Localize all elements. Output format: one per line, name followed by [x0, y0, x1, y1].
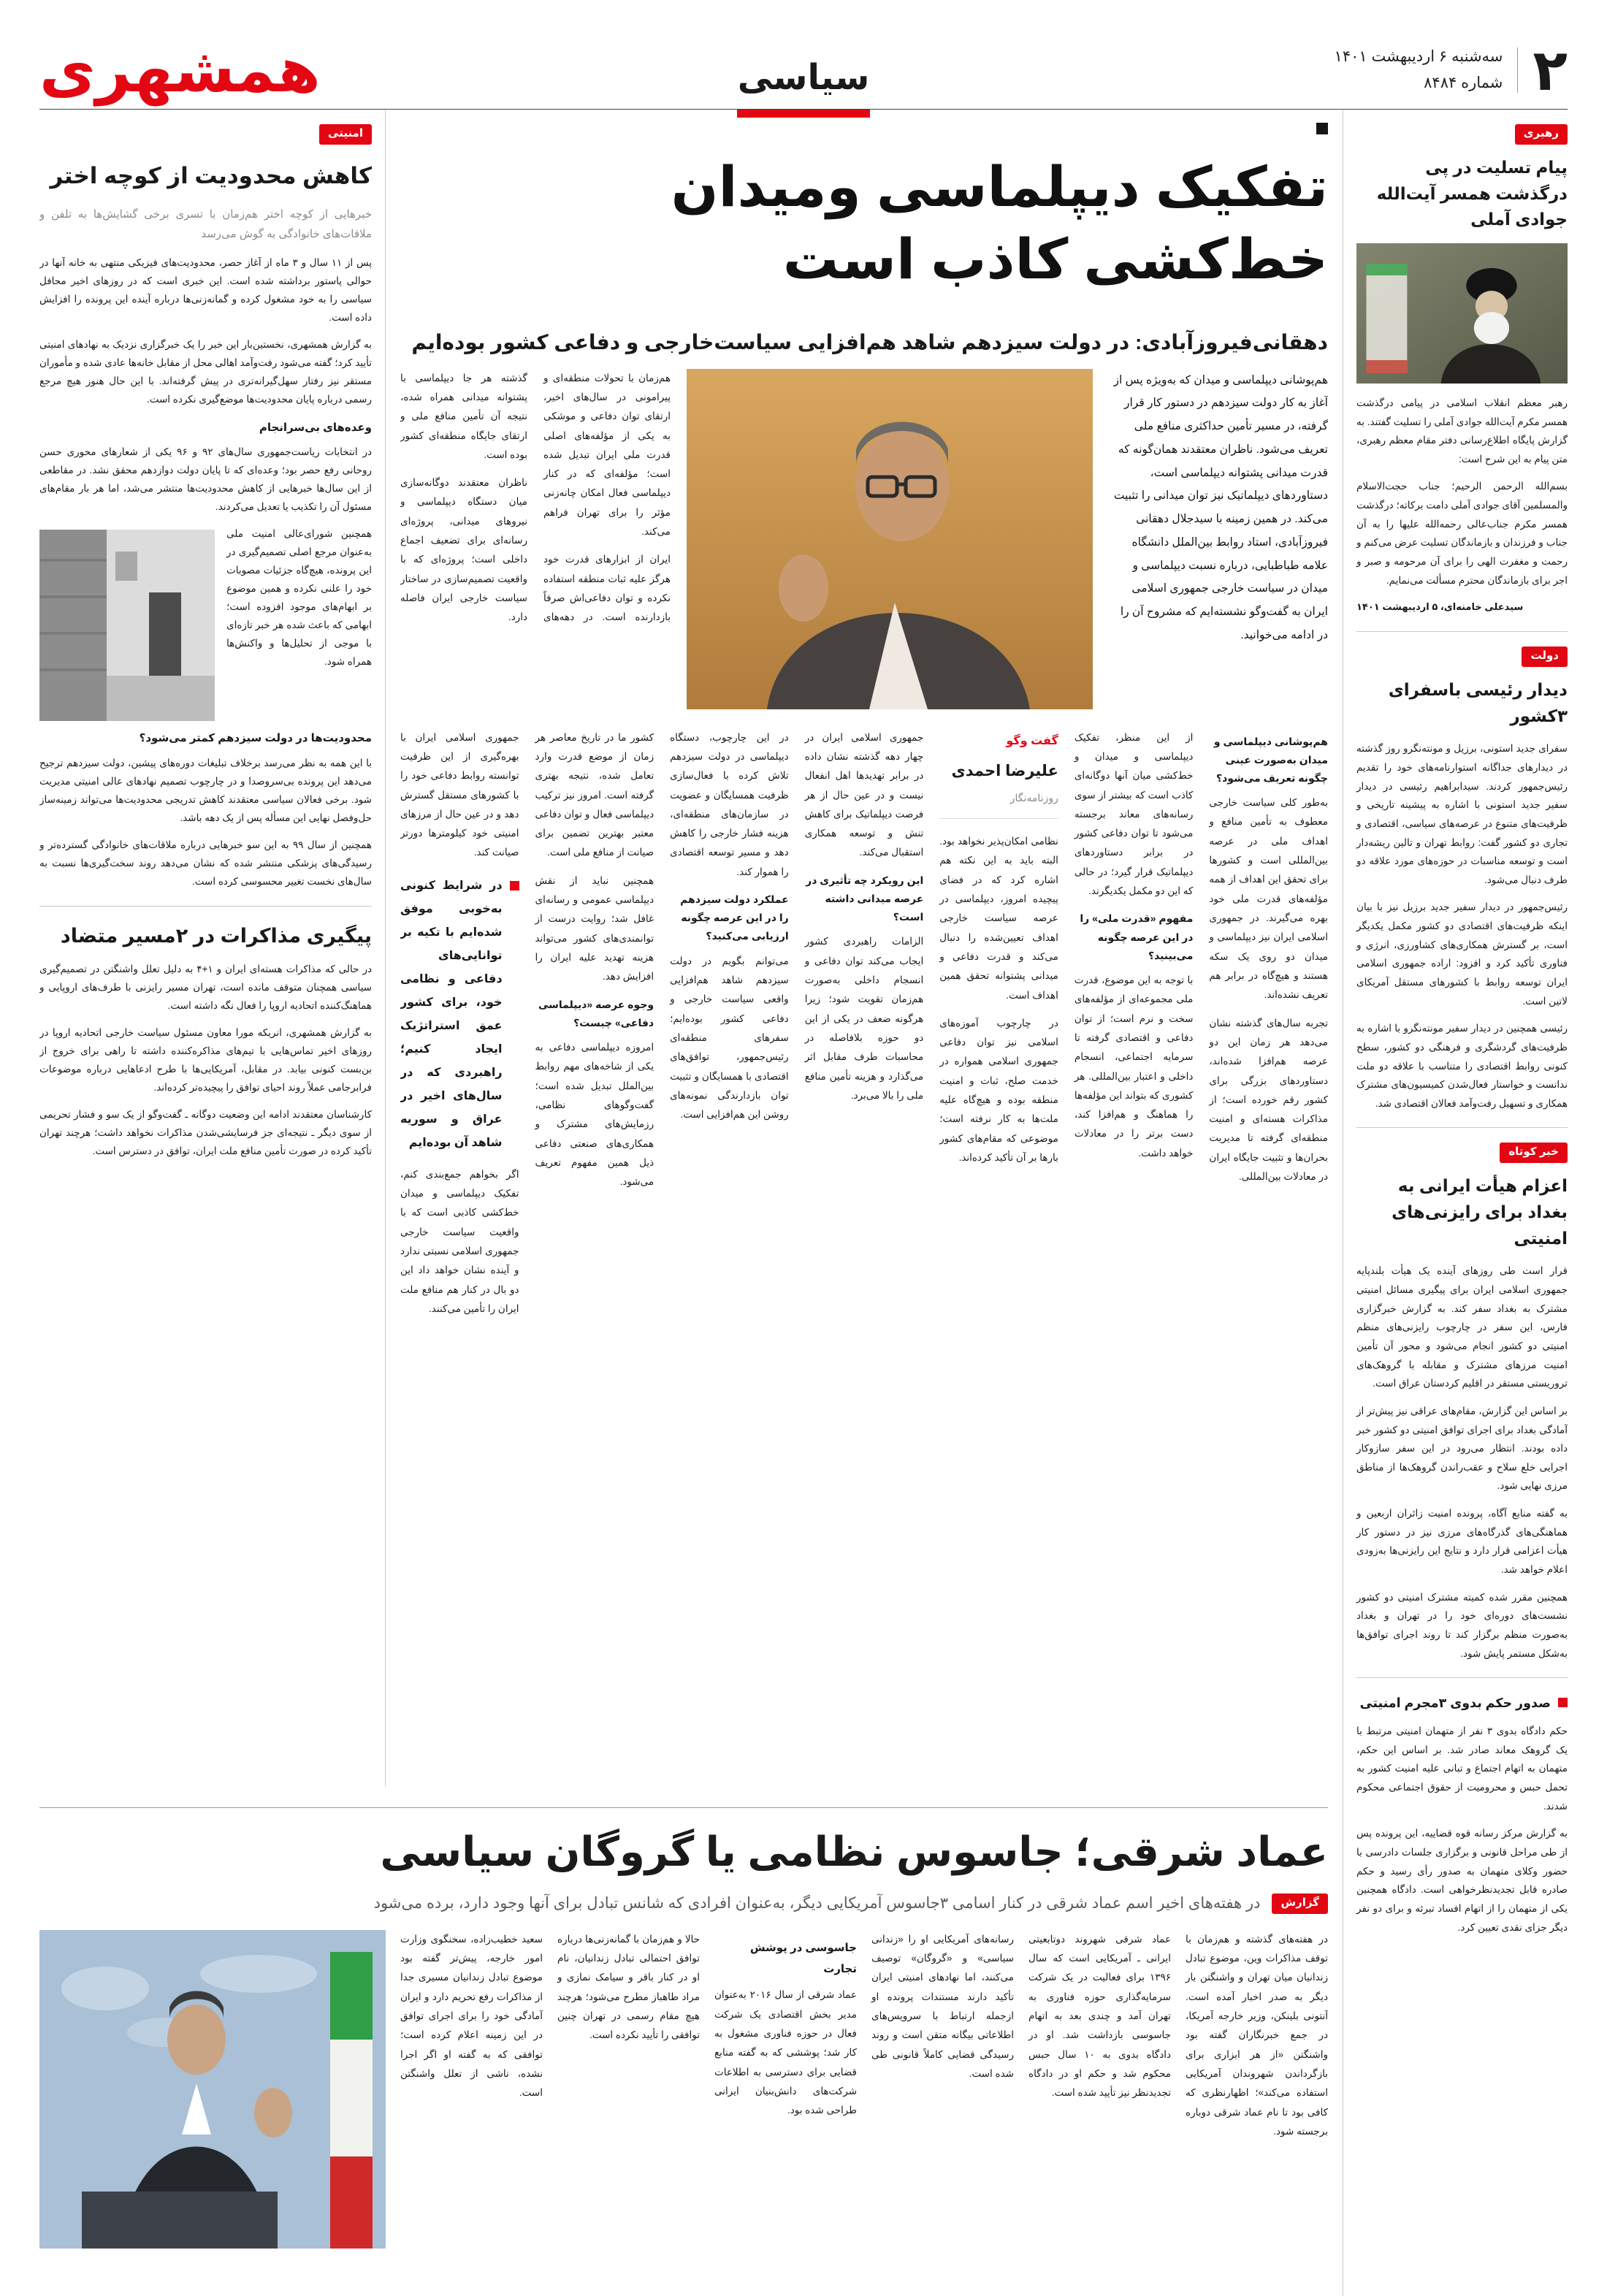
interview-column	[1209, 728, 1328, 1700]
interview-answer	[400, 728, 519, 863]
section-title: سیاسی	[737, 58, 870, 97]
interview-side-columns	[400, 369, 671, 709]
verdict-title-row	[1356, 1693, 1568, 1713]
paragraph: جمهوری اسلامی ایران در چهار دهه گذشته نشان داده در برابر تهدیدها اهل انفعال نیست و در عین حال از هر فرصت دیپلماتیک برای کاهش تنش و توسعه همکاری استقبال می‌کند.	[804, 731, 924, 858]
security-subhead: خبرهایی از کوچه اختر هم‌زمان با تسری برخی گشایش‌ها به تلفن و ملاقات‌های خانوادگی به گوش می‌رسد	[39, 208, 372, 240]
interview-question: عملکرد دولت سیزدهم را در این عرصه چگونه ارزیابی می‌کنید؟	[680, 893, 789, 942]
interview-answer	[1074, 728, 1194, 901]
negotiations-article	[39, 921, 372, 1161]
masthead-issue-block	[1334, 38, 1568, 102]
security-title: کاهش محدودیت از کوچه اختر	[50, 163, 372, 188]
paragraph: در این چارچوب، دستگاه دیپلماسی در دولت سیزدهم تلاش کرده با فعال‌سازی ظرفیت همسایگان و عضویت در سازمان‌های منطقه‌ای، هزینه فشار خارجی را کاهش دهد و مسیر توسعه اقتصادی را هموار کند.	[670, 731, 789, 877]
interview-subhead: دهقانی‌فیروزآبادی: در دولت سیزدهم شاهد هم‌افزایی سیاست‌خارجی و دفاعی کشور بوده‌ایم	[411, 330, 1328, 354]
interview-column	[939, 728, 1058, 1700]
interview-lead: هم‌پوشانی دیپلماسی و میدان که به‌ویژه پس از آغاز به کار دولت سیزدهم در دستور کار قرار گرفته، در مسیر تأمین حداکثری منافع ملی تعریف می‌شود. ناظران معتقدند همان‌گونه که قدرت میدانی پشتوانه دیپلماسی است، دستاوردهای دیپلماتیک نیز توان میدانی را تثبیت می‌کند. در همین زمینه با سیدجلال دهقانی فیروزآبادی، استاد روابط بین‌الملل دانشگاه علامه طباطبایی، درباره نسبت دیپلماسی و میدان در سیاست خارجی جمهوری اسلامی ایران به گفت‌وگو نشسته‌ایم که مشروح آن را در ادامه می‌خوانید.	[1113, 373, 1328, 642]
government-title: دیدار رئیسی باسفرای ۳کشور	[1388, 680, 1568, 725]
paragraph: رئیس‌جمهور در دیدار سفیر جدید برزیل نیز با بیان اینکه ظرفیت‌های اقتصادی دو کشور مکمل یکدیگر است، بر گسترش همکاری‌های کشاورزی، انرژی و فناوری تأکید کرد و افزود: اراده جمهوری اسلامی ایران توسعه روابط با کشورهای مستقل آمریکای لاتین است.	[1356, 901, 1568, 1007]
section-header	[737, 57, 870, 113]
interview-answer	[535, 1038, 654, 1192]
paragraph: سعید خطیب‌زاده، سخنگوی وزارت امور خارجه، پیش‌تر گفته بود موضوع تبادل زندانیان مسیری جدا از مذاکرات رفع تحریم دارد و ایران آمادگی خود را برای اجرای توافق در این زمینه اعلام کرده است؛ توافقی که به گفته او اگر اجرا نشده، ناشی از تعلل واشنگتن است.	[400, 1933, 543, 2099]
interview-column	[805, 728, 924, 1700]
byline-name: علیرضا احمدی	[951, 762, 1058, 779]
headline-line-1: تفکیک دیپلماسی ومیدان	[671, 156, 1328, 218]
interview-column	[670, 728, 789, 1700]
interview-midrow	[400, 369, 1328, 709]
report-column	[1186, 1930, 1328, 2249]
paragraph: رهبر معظم انقلاب اسلامی در پیامی درگذشت همسر مکرم آیت‌الله جوادی آملی را تسلیت گفتند. به گزارش پایگاه اطلاع‌رسانی دفتر مقام معظم رهبری، متن پیام به این شرح است:	[1356, 397, 1568, 465]
report-headline: عماد شرقی؛ جاسوس نظامی یا گروگان سیاسی	[380, 1828, 1328, 1874]
paragraph: همچنین نباید از نقش دیپلماسی عمومی و رسانه‌ای غافل شد؛ روایت درست از توانمندی‌های کشور می‌تواند هزینه تهدید علیه ایران را افزایش دهد.	[535, 874, 654, 983]
interview-answer	[670, 728, 789, 882]
issue-date: سه‌شنبه ۶ اردیبهشت ۱۴۰۱	[1334, 48, 1503, 66]
paragraph: کشور ما در تاریخ معاصر هر زمان از موضع قدرت وارد تعامل شده، نتیجه بهتری گرفته است. امروز نیز ترکیب دیپلماسی فعال و توان دفاعی معتبر بهترین تضمین برای صیانت از منافع ملی است.	[535, 731, 654, 858]
report-crosshead: جاسوسی در پوشش تجارت	[749, 1941, 857, 1976]
leader-title: پیام تسلیت در پی درگذشت همسر آیت‌الله جوادی آملی	[1376, 158, 1568, 229]
interview-column	[400, 728, 519, 1700]
verdict-article	[1356, 1693, 1568, 1937]
leader-article	[1356, 124, 1568, 617]
security-body	[39, 254, 372, 409]
center-zone	[39, 110, 1343, 2296]
paragraph: جمهوری اسلامی ایران با بهره‌گیری از این ظرفیت توانسته روابط دفاعی خود را با کشورهای مستقل گسترش دهد و در عین حال از مرزهای امنیتی خود کیلومترها دورتر صیانت کند.	[400, 731, 519, 858]
security-crosshead-1: وعده‌های بی‌سرانجام	[259, 421, 372, 434]
page-number: ۲	[1532, 38, 1568, 102]
paragraph: همچنین شورای‌عالی امنیت ملی به‌عنوان مرجع اصلی تصمیم‌گیری در این پرونده، هیچ‌گاه جزئیات مصوبات خود را علنی نکرده و همین موضوع بر ابهام‌های موجود افزوده است؛ ابهامی که باعث شده هر خبر تازه‌ای با موجی از تحلیل‌ها و واکنش‌ها همراه شود.	[226, 528, 372, 667]
pull-quote	[400, 874, 519, 1155]
report-subrow	[39, 1893, 1328, 1914]
interview-answer	[535, 728, 654, 987]
date-block	[1335, 44, 1503, 96]
paragraph: در حالی که مذاکرات هسته‌ای ایران و ۱+۴ به دلیل تعلل واشنگتن در تصمیم‌گیری سیاسی همچنان متوقف مانده است، تهران مسیر رایزنی با طرف‌های اروپایی و هماهنگ‌کننده اتحادیه اروپا را فعال نگه داشته است.	[39, 964, 372, 1012]
leader-body	[1356, 394, 1568, 590]
interview-answer	[805, 932, 924, 1105]
paragraph: پس از ۱۱ سال و ۳ ماه از آغاز حصر، محدودیت‌های فیزیکی منتهی به خانه آنها در حوالی پاستور برداشته شده است. این خبری است که در روزهای اخیر محافل سیاسی را به خود مشغول کرده و گمانه‌زنی‌ها درباره آینده این پرونده را افزایش داده است.	[39, 256, 372, 323]
masthead-divider	[1517, 47, 1518, 93]
paragraph: در چارچوب آموزه‌های اسلامی نیز توان دفاعی جمهوری اسلامی همواره در خدمت صلح، ثبات و امنیت منطقه بوده و هیچ‌گاه علیه ملت‌ها به کار نرفته است؛ موضوعی که مقام‌های کشور بارها بر آن تأکید کرده‌اند.	[939, 1017, 1058, 1164]
paragraph: امروزه دیپلماسی دفاعی به یکی از شاخه‌های مهم روابط بین‌الملل تبدیل شده است؛ گفت‌وگوهای نظامی، رزمایش‌های مشترک و همکاری‌های صنعتی دفاعی ذیل همین مفهوم تعریف می‌شود.	[535, 1042, 654, 1188]
interview-question: هم‌پوشانی دیپلماسی و میدان به‌صورت عینی چگونه تعریف می‌شود؟	[1213, 735, 1328, 784]
interview-answer	[400, 1165, 519, 1319]
paragraph: به گزارش همشهری، انریکه مورا معاون مسئول سیاست خارجی اتحادیه اروپا در روزهای اخیر تماس‌هایی با تیم‌های مذاکره‌کننده داشته تا راهی برای خروج از بن‌بست کنونی بیابد. در مقابل، آمریکایی‌ها با طرح ادعاهایی درباره موضوعات فرابرجامی عملاً روند احیای توافق را پیچیده‌تر کرده‌اند.	[39, 1027, 372, 1094]
paragraph: حالا و هم‌زمان با گمانه‌زنی‌ها درباره توافق احتمالی تبادل زندانیان، نام او در کنار باقر و سیامک نمازی و مراد طاهباز مطرح می‌شود؛ هرچند هیچ مقام رسمی در تهران چنین توافقی را تأیید نکرده است.	[557, 1933, 700, 2041]
paragraph: با توجه به این موضوع، قدرت ملی مجموعه‌ای از مؤلفه‌های سخت و نرم است؛ از توان دفاعی و اقتصادی گرفته تا سرمایه اجتماعی، انسجام داخلی و اعتبار بین‌المللی. هر کشوری که بتواند این مؤلفه‌ها را هماهنگ و هم‌افزا کند، دست برتر را در معادلات خواهد داشت.	[1074, 974, 1194, 1159]
paragraph: حکم دادگاه بدوی ۳ نفر از متهمان امنیتی مرتبط با یک گروهک معاند صادر شد. بر اساس این حکم، متهمان به اتهام اجتماع و تبانی علیه امنیت کشور به تحمل حبس و محرومیت از حقوق اجتماعی محکوم شدند.	[1356, 1725, 1568, 1812]
paragraph: می‌توانم بگویم در دولت سیزدهم شاهد هم‌افزایی واقعی سیاست خارجی و دفاعی کشور بوده‌ایم؛ سفرهای منطقه‌ای رئیس‌جمهور، توافق‌های اقتصادی با همسایگان و تثبیت توان بازدارندگی نمونه‌های روشن این هم‌افزایی است.	[670, 955, 789, 1121]
report-column	[714, 1930, 857, 2249]
tag-brief: خبر کوتاه	[1500, 1143, 1568, 1163]
newspaper-logo: همشهری	[39, 36, 321, 105]
interview-headline	[400, 152, 1328, 297]
interview-question: وجوه عرصه «دیپلماسی دفاعی» چیست؟	[538, 998, 654, 1029]
tag-government: دولت	[1522, 647, 1568, 667]
paragraph: همچنین از سال ۹۹ به این سو خبرهایی درباره ملاقات‌های خانوادگی گسترده‌تر و رسیدگی‌های پزشکی منتشر شده که نشان می‌دهد روند سخت‌گیری‌ها نسبت به سال‌های نخست تغییر محسوسی کرده است.	[39, 839, 372, 887]
byline-label: گفت وگو	[1006, 734, 1058, 747]
report-column	[871, 1930, 1014, 2249]
paragraph: رئیسی همچنین در دیدار سفیر مونته‌نگرو با اشاره به ظرفیت‌های گردشگری و فرهنگی دو کشور، سطح کنونی روابط اقتصادی را متناسب با علاقه دو ملت ندانست و خواستار فعال‌شدن کمیسیون‌های مشترک همکاری و تسهیل رفت‌وآمد فعالان اقتصادی شد.	[1356, 1023, 1568, 1109]
paragraph: به گزارش همشهری، نخستین‌بار این خبر را یک خبرگزاری نزدیک به نهادهای امنیتی تأیید کرد؛ گفته می‌شود رفت‌وآمد اهالی محل از مقابل خانه‌ها عادی شده و مأموران مستقر نیز رفتار سهل‌گیرانه‌تری در پیش گرفته‌اند. با این حال هنوز هیچ مرجع رسمی درباره پایان محدودیت‌ها موضع‌گیری نکرده است.	[39, 338, 372, 405]
tag-leader: رهبری	[1515, 124, 1568, 145]
interview-answer	[1209, 793, 1328, 1186]
security-body	[39, 443, 372, 516]
paragraph: از این منظر، تفکیک دیپلماسی و میدان و خط‌کشی میان آنها دوگانه‌ای کاذب است که بیشتر از سوی رسانه‌های معاند برجسته می‌شود تا توان دفاعی کشور در برابر دستاوردهای دیپلماتیک قرار گیرد؛ در حالی که این دو مکمل یکدیگرند.	[1074, 731, 1194, 897]
leader-portrait-photo	[1356, 243, 1568, 384]
negotiations-body	[39, 961, 372, 1161]
paragraph: همچنین مقرر شده کمیته مشترک امنیتی دو کشور نشست‌های دوره‌ای خود را در تهران و بغداد به‌صورت منظم برگزار کند تا روند اجرای توافق‌ها به‌شکل مستمر پایش شود.	[1356, 1591, 1568, 1659]
interviewee-photo	[687, 369, 1093, 709]
section-mark-icon	[1316, 123, 1328, 134]
paragraph: بر اساس این گزارش، مقام‌های عراقی نیز پیش‌تر از آمادگی بغداد برای اجرای توافق امنیتی دو کشور خبر داده بودند. انتظار می‌رود در این سفر سازوکار اجرایی خلع سلاح و عقب‌راندن گروهک‌ها از مناطق مرزی نهایی شود.	[1356, 1405, 1568, 1492]
paragraph: رسانه‌های آمریکایی او را «زندانی سیاسی» و «گروگان» توصیف می‌کنند، اما نهادهای امنیتی ایران تأکید دارند مستندات پرونده او ازجمله ارتباط با سرویس‌های اطلاعاتی بیگانه متقن است و روند رسیدگی قضایی کاملاً قانونی طی شده است.	[871, 1933, 1014, 2079]
rail-divider	[1356, 1677, 1568, 1678]
paragraph: کارشناسان معتقدند ادامه این وضعیت دوگانه ـ گفت‌وگو از یک سو و فشار تحریمی از سوی دیگر ـ نتیجه‌ای جز فرسایشی‌شدن مذاکرات نخواهد داشت؛ هرچند تهران تأکید کرده در صورت تأمین منافع ملت ایران، توافق در دسترس است.	[39, 1109, 372, 1156]
verdict-body	[1356, 1722, 1568, 1937]
red-square-bullet-icon	[510, 881, 519, 890]
paragraph: تجربه سال‌های گذشته نشان می‌دهد هر زمان این دو عرصه هم‌افزا شده‌اند، دستاوردهای بزرگی برای کشور رقم خورده است؛ از مذاکرات هسته‌ای و امنیت منطقه‌ای گرفته تا مدیریت بحران‌ها و تثبیت جایگاه ایران در معادلات بین‌المللی.	[1209, 1017, 1328, 1183]
interview-answer	[1074, 971, 1194, 1163]
paragraph: نظامی امکان‌پذیر نخواهد بود. البته باید به این نکته هم اشاره کرد که در فضای پیچیده امروز، دیپلماسی در عرصه سیاست خارجی اهداف تعیین‌شده را دنبال می‌کند و قدرت دفاعی و میدانی پشتوانه تحقق همین اهداف است.	[939, 836, 1058, 1001]
government-body	[1356, 739, 1568, 1113]
left-rail	[39, 110, 386, 1787]
brief-article	[1356, 1143, 1568, 1663]
interview-columns	[400, 728, 1328, 1700]
security-crosshead-2: محدودیت‌ها در دولت سیزدهم کمتر می‌شود؟	[139, 732, 372, 745]
paragraph: هم‌زمان با تحولات منطقه‌ای و پیرامونی در سال‌های اخیر، ارتقای توان دفاعی و موشکی به یکی از مؤلفه‌های اصلی قدرت ملی ایران تبدیل شده است؛ مؤلفه‌ای که در کنار دیپلماسی فعال امکان چانه‌زنی مؤثر را برای تهران فراهم می‌کند.	[543, 372, 671, 538]
government-article	[1356, 647, 1568, 1113]
masthead	[39, 34, 1568, 110]
interview-answer	[805, 728, 924, 863]
top-zone	[39, 110, 1328, 1787]
paragraph: ایران از ابزارهای قدرت خود هرگز علیه ثبات منطقه استفاده نکرده و توان دفاعی‌اش صرفاً بازدارنده است. در دهه‌های گذشته هر جا دیپلماسی با پشتوانه میدانی همراه شده، نتیجه آن تأمین منافع ملی و ارتقای جایگاه منطقه‌ای کشور بوده است.	[400, 372, 671, 623]
headline-line-2: خط‌کشی کاذب است	[782, 228, 1328, 291]
report-subhead: در هفته‌های اخیر اسم عماد شرقی در کنار اسامی ۳جاسوس آمریکایی دیگر، به‌عنوان افرادی که شانس تبادل برای آنها وجود دارد، برده می‌شود	[373, 1895, 1261, 1912]
verdict-title: صدور حکم بدوی ۳مجرم امنیتی	[1359, 1696, 1551, 1711]
interviewer-byline	[939, 730, 1058, 819]
tag-security: امنیتی	[319, 124, 372, 145]
interviewee-photo-image	[687, 369, 1093, 709]
red-square-bullet-icon	[1558, 1698, 1568, 1707]
interview-answer	[670, 952, 789, 1125]
tag-report: گزارش	[1272, 1893, 1328, 1914]
interview-column	[1074, 728, 1194, 1700]
security-body	[39, 755, 372, 891]
pull-quote-text: در شرایط کنونی به‌خوبی موفق شده‌ایم با تکیه بر توانایی‌های دفاعی و نظامی خود، برای کشور عمق استراتژیک ایجاد کنیم؛ راهبردی که در سال‌های اخیر در عراق و سوریه شاهد آن بوده‌ایم	[400, 879, 503, 1149]
right-rail	[1343, 110, 1568, 2296]
paragraph: ناظران معتقدند دوگانه‌سازی میان دستگاه دیپلماسی و نیروهای میدانی، پروژه‌ای رسانه‌ای برای تضعیف اجماع داخلی است؛ پروژه‌ای که با واقعیت تصمیم‌سازی در ساختار سیاست خارجی ایران فاصله دارد.	[400, 477, 527, 623]
interview-answer	[939, 832, 1058, 1167]
rail-divider	[1356, 631, 1568, 632]
main-grid	[39, 110, 1568, 2296]
paragraph: سفرای جدید استونی، برزیل و مونته‌نگرو روز گذشته در دیدارهای جداگانه استوارنامه‌های خود را تقدیم رئیس‌جمهور کردند. سیدابراهیم رئیسی در دیدار سفیر جدید استونی با اشاره به پیشینه تاریخی و ظرفیت‌های متنوع در عرصه‌های سیاسی، اقتصادی و تجاری دو کشور گفت: روابط تهران و تالین ریشه‌دار است و توسعه مناسبات در حوزه‌های مورد علاقه دو طرف دنبال می‌شود.	[1356, 743, 1568, 885]
interview-column	[535, 728, 654, 1700]
paragraph: به گزارش مرکز رسانه قوه قضاییه، این پرونده پس از طی مراحل قانونی و برگزاری جلسات دادرسی با حضور وکلای متهمان به صدور رأی رسید و حکم صادره قابل تجدیدنظرخواهی است. دادگاه همچنین یکی از متهمان را از اتهام افساد تبرئه و برای دو نفر دیگر جزای نقدی تعیین کرد.	[1356, 1828, 1568, 1933]
interview-question: این رویکرد چه تأثیری در عرصه میدانی داشته است؟	[806, 874, 924, 923]
paragraph: در هفته‌های گذشته و هم‌زمان با توقف مذاکرات وین، موضوع تبادل زندانیان میان تهران و واشنگتن بار دیگر به صدر اخبار آمده است. آنتونی بلینکن، وزیر خارجه آمریکا، در جمع خبرنگاران گفته بود واشنگتن «از هر ابزاری برای بازگرداندن شهروندان آمریکایی استفاده می‌کند»؛ اظهارنظری که کافی بود تا نام عماد شرقی دوباره برجسته شود.	[1186, 1933, 1328, 2137]
paragraph: اگر بخواهم جمع‌بندی کنم، تفکیک دیپلماسی و میدان خط‌کشی کاذبی است که با واقعیت سیاست خارجی جمهوری اسلامی نسبتی ندارد و آینده نشان خواهد داد این دو بال در کنار هم منافع ملت ایران را تأمین می‌کنند.	[400, 1168, 519, 1314]
paragraph: عماد شرقی شهروند دوتابعیتی ایرانی ـ آمریکایی است که سال ۱۳۹۶ برای فعالیت در یک شرکت سرمایه‌گذاری حوزه فناوری به تهران آمد و چندی بعد به اتهام جاسوسی بازداشت شد. او در دادگاه بدوی به ۱۰ سال حبس محکوم شد و حکم او در دادگاه تجدیدنظر نیز تأیید شده است.	[1028, 1933, 1171, 2099]
rail-divider	[1356, 1127, 1568, 1128]
paragraph: با این همه به نظر می‌رسد برخلاف تبلیغات دوره‌های پیشین، دولت سیزدهم ترجیح می‌دهد این پرونده بی‌سروصدا و در چارچوب تصمیم نهادهای عالی امنیتی مدیریت شود. برخی فعالان سیاسی معتقدند کاهش تدریجی محدودیت‌ها می‌تواند زمینه‌ساز حل‌وفصل نهایی این مسأله پس از یک دهه باشد.	[39, 757, 372, 823]
paragraph: در انتخابات ریاست‌جمهوری سال‌های ۹۲ و ۹۶ یکی از شعارهای محوری حسن روحانی رفع حصر بود؛ وعده‌ای که تا پایان دولت دوازدهم محقق نشد. در مقاطعی از این سال‌ها خبرهایی از کاهش محدودیت‌ها منتشر می‌شد، اما هر بار مقام‌های مسئول آن را تکذیب یا تعدیل می‌کردند.	[39, 446, 372, 513]
report-column	[400, 1930, 543, 2249]
paragraph: به گفته منابع آگاه، پرونده امنیت زائران اربعین و هماهنگی‌های گذرگاه‌های مرزی نیز در دستور کار هیأت اعزامی قرار دارد و نتایج این رایزنی‌ها به‌زودی اعلام خواهد شد.	[1356, 1508, 1568, 1575]
paragraph: بسم‌الله الرحمن الرحیم؛ جناب حجت‌الاسلام والمسلمین آقای جوادی آملی دامت برکاته؛ درگذشت همسر مکرم جناب‌عالی رحمه‌الله علیها را به آن جناب و فرزندان و بازماندگان تسلیت عرض می‌کنم و رحمت و مغفرت الهی را برای آن مرحومه و صبر و اجر برای بازماندگان محترم مسألت می‌نمایم.	[1356, 481, 1568, 586]
security-article	[39, 124, 372, 891]
report-columns	[39, 1930, 1328, 2249]
report-column-body	[714, 1986, 857, 2120]
paragraph: به‌طور کلی سیاست خارجی معطوف به تأمین منافع و اهداف ملی در عرصه بین‌المللی است و کشورها برای تحقق این اهداف از همه مؤلفه‌های قدرت ملی خود بهره می‌گیرند. در جمهوری اسلامی ایران نیز دیپلماسی و میدان دو روی یک سکه هستند و هیچ‌گاه در برابر هم تعریف نشده‌اند.	[1209, 797, 1328, 1001]
brief-body	[1356, 1262, 1568, 1663]
leader-signature: سیدعلی خامنه‌ای، ۵ اردیبهشت ۱۴۰۱	[1356, 601, 1524, 613]
paragraph: الزامات راهبردی کشور ایجاب می‌کند توان دفاعی و انسجام داخلی به‌صورت هم‌زمان تقویت شود؛ زیرا هرگونه ضعف در یکی از این دو حوزه بلافاصله در محاسبات طرف مقابل اثر می‌گذارد و هزینه تأمین منافع ملی را بالا می‌برد.	[804, 936, 924, 1101]
paragraph: قرار است طی روزهای آینده یک هیأت بلندپایه جمهوری اسلامی ایران برای پیگیری مسائل امنیتی مشترک به بغداد سفر کند. به گزارش خبرگزاری فارس، این سفر در چارچوب رایزنی‌های منظم امنیتی دو کشور انجام می‌شود و محور آن تأمین امنیت مرزهای مشترک و مقابله با گروهک‌های تروریستی مستقر در اقلیم کردستان عراق است.	[1356, 1265, 1568, 1389]
negotiations-title: پیگیری مذاکرات در ۲مسیر متضاد	[60, 924, 372, 947]
spokesman-photo-image	[39, 1930, 386, 2249]
issue-number: شماره ۸۴۸۴	[1424, 75, 1503, 91]
alley-photo	[39, 530, 215, 721]
spokesman-photo	[39, 1930, 386, 2249]
interview-question: مفهوم «قدرت ملی» را در این عرصه چگونه می‌بینید؟	[1080, 912, 1194, 961]
brief-title: اعزام هیأت ایرانی به بغداد برای رایزنی‌های امنیتی	[1392, 1176, 1568, 1248]
report-column	[1028, 1930, 1171, 2249]
alley-photo-image	[39, 530, 215, 721]
report-column	[557, 1930, 700, 2249]
byline-role: روزنامه‌نگار	[1009, 791, 1058, 804]
interview-article	[386, 110, 1328, 1787]
paragraph: عماد شرقی از سال ۲۰۱۶ به‌عنوان مدیر بخش اقتصادی یک شرکت فعال در حوزه فناوری مشغول به کار شد؛ پوششی که به گفته منابع قضایی برای دسترسی به اطلاعات شرکت‌های دانش‌بنیان ایرانی طراحی شده بود.	[714, 1989, 857, 2116]
rail-divider	[39, 906, 372, 907]
report-article	[39, 1807, 1328, 2296]
